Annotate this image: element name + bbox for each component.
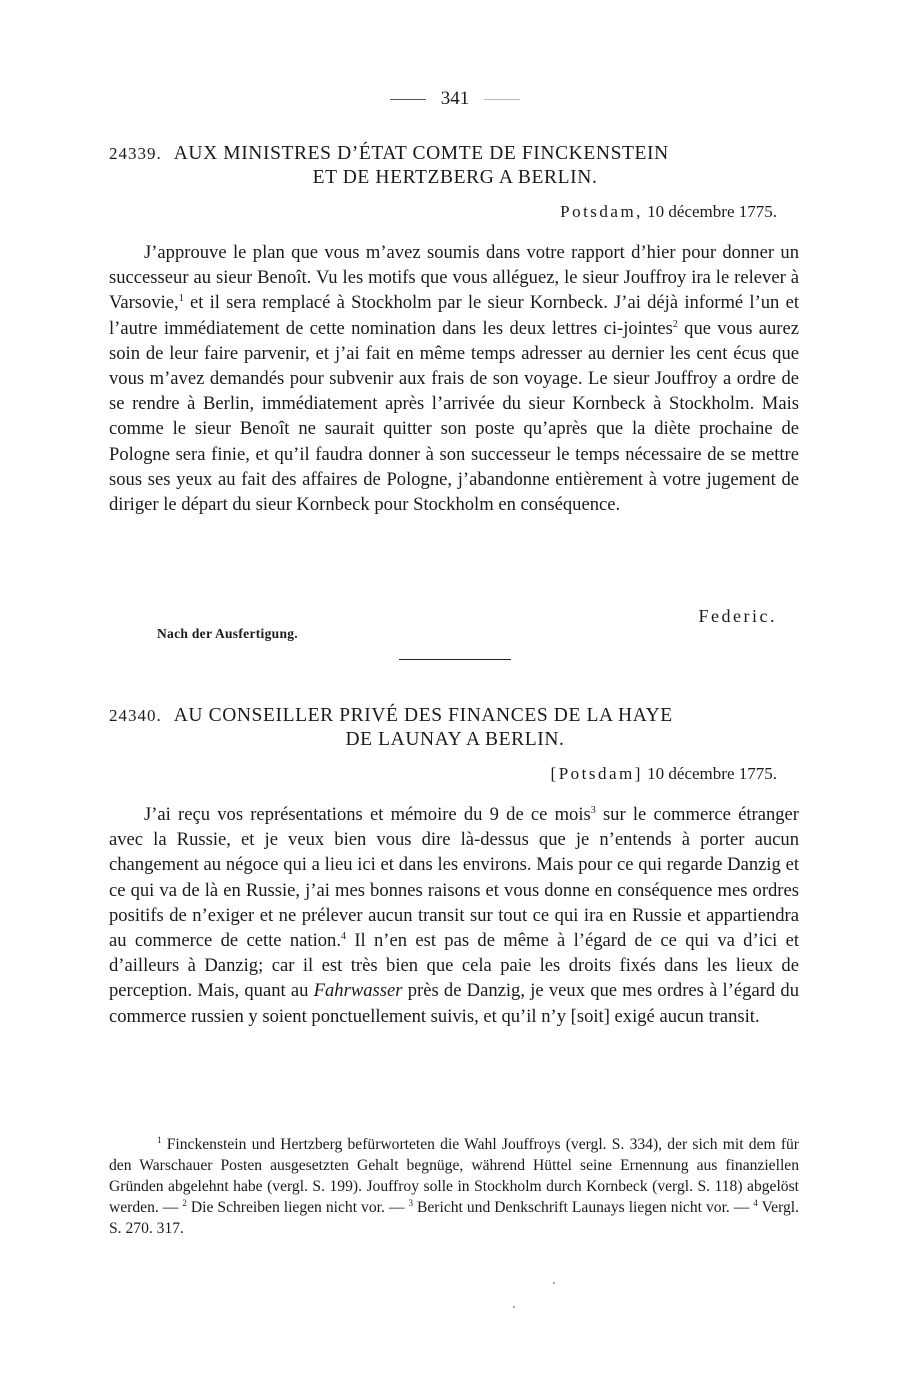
letter-heading-line2: DE LAUNAY A BERLIN. [345,729,565,750]
date: 10 décembre 1775. [647,202,777,221]
footnote-text: Finckenstein und Hertzberg befürworteten die Wahl Jouffroys (vergl. S. 334), der sich mit dem für den Warschauer Posten ausgesetzten Gehalt begnüge, während Hüttel seine Ernennung aus finanziellen Gründen abgelehnt habe (vergl. S. 199). Jouffroy solle in Stockholm durch Kornbeck (vergl. S. 118) abgelöst werden. — [109,1136,799,1216]
letter-heading-line1: AU CONSEILLER PRIVÉ DES FINANCES DE LA HAYE [173,705,673,726]
body-text-segment: et il sera remplacé à Stockholm par le sieur Kornbeck. J’ai déjà informé l’un et l’autre immédiatement de cette nomination dans les deux lettres ci-jointes [109,292,799,339]
letter-heading [109,142,801,190]
body-text-segment: sur le commerce étranger avec la Russie, et je veux bien vous dire là-dessus que je n’entends à porter aucun changement au négoce qui a lieu ici et dans les environs. Mais pour ce qui regarde Danzig et ce qui va de là en Russie, j’ai mes bonnes raisons et vous donne en conséquence mes ordres positifs de n’exiger et ne prélever aucun transit sur tout ce qui ira en Russie et appartiendra au commerce de cette nation. [109,804,799,952]
letter-number: 24339. [109,144,162,163]
scan-speck [553,1282,555,1284]
header-rule-right [484,99,520,100]
letter-dateline [560,201,777,223]
source-note: Nach der Ausfertigung. [157,626,298,641]
section-separator [399,659,511,660]
letter-heading-line1: AUX MINISTRES D’ÉTAT COMTE DE FINCKENSTEIN [173,143,669,164]
letter-number: 24340. [109,706,162,725]
footnotes [109,1134,799,1239]
footnote-ref: 4 [341,931,346,943]
page-header [109,88,801,112]
footnote-ref: 3 [590,805,596,816]
letter-heading [109,704,801,752]
body-text-segment: près de Danzig, je veux que mes ordres à l’égard du commerce russien y soient ponctuellement suivis, et qu’il n’y [soit] exigé aucun transit. [109,980,799,1027]
body-text-segment: J’ai reçu vos représentations et mémoire du 9 de ce mois [144,804,591,825]
letter-heading-line2: ET DE HERTZBERG A BERLIN. [312,167,598,188]
date-place: Potsdam, [560,202,643,221]
letter-dateline [551,763,777,785]
letter-body [109,802,799,1029]
signature: Federic. [698,606,777,626]
footnote-marker: 3 [408,1198,413,1208]
body-text-segment: Il n’en est pas de même à l’égard de ce qui va d’ici et d’ailleurs à Danzig; car il est très bien que cela paie les droits fixés dans les lieux de perception. Mais, quant au [109,930,799,1002]
footnote-marker: 2 [182,1198,187,1208]
footnote-ref: 1 [178,293,184,305]
body-text-segment: que vous aurez soin de leur faire parvenir, et j’ai fait en même temps adresser au dernier les cent écus que vous m’avez demandés pour subvenir aux frais de son voyage. Le sieur Jouffroy a ordre de se rendre à Berlin, immédiatement après l’arrivée du sieur Kornbeck à Stockholm. Mais comme le sieur Benoît ne saurait quitter son poste qu’après que la diète prochaine de Pologne sera finie, et qu’il faudra donner à son successeur le temps nécessaire de se mettre sous ses yeux au fait des affaires de Pologne, j’abandonne entièrement à votre jugement de diriger le départ du sieur Kornbeck pour Stockholm en conséquence. [109,317,799,516]
header-rule-left [390,99,426,100]
footnote-text: Bericht und Denkschrift Launays liegen nicht vor. — [412,1199,754,1216]
footnote-text: Die Schreiben liegen nicht vor. — [186,1199,409,1216]
footnote-text: Vergl. S. 270. 317. [109,1199,800,1237]
scan-speck [513,1306,515,1308]
date-place: [Potsdam] [550,764,643,783]
footnote-marker: 1 [157,1135,162,1145]
italic-term: Fahrwasser [313,980,403,1002]
footnote-ref: 2 [672,318,678,330]
letter-body [109,240,799,517]
date: 10 décembre 1775. [647,764,777,783]
page-number: 341 [440,88,470,109]
body-text-segment: J’approuve le plan que vous m’avez soumis dans votre rapport d’hier pour donner un successeur au sieur Benoît. Vu les motifs que vous alléguez, le sieur Jouffroy ira le relever à Varsovie, [109,242,799,314]
footnote-marker: 4 [753,1198,758,1208]
